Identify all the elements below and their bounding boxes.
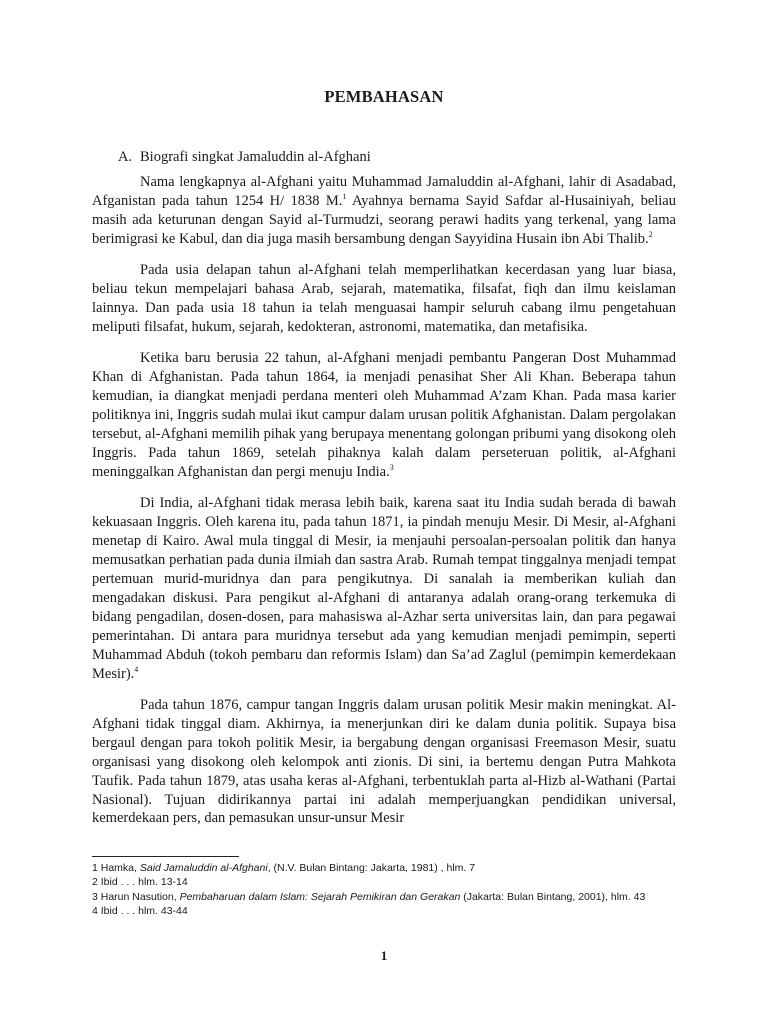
- footnote-text: (Jakarta: Bulan Bintang, 2001), hlm. 43: [460, 890, 646, 903]
- text-run: Nama lengkapnya al-Afghani yaitu Muhammad Jamaluddin al-Afghani, lahir di Asadabad, Afganistan pada tahun 1254 H/ 1838 M.: [92, 174, 676, 209]
- section-letter: A.: [118, 149, 133, 165]
- footnote: [92, 904, 676, 918]
- text-run: Di India, al-Afghani tidak merasa lebih baik, karena saat itu India sudah berada di bawah kekuasaan Inggris. Oleh karena itu, pada tahun 1871, ia pindah menuju Mesir. Di Mesir, al-Afghani menetap di Kairo. Awal mula tinggal di Mesir, ia menjauhi persoalan-persoalan politik dan hanya memusatkan perhatian pada dunia ilmiah dan sastra Arab. Rumah tempat tinggalnya menjadi tempat pertemuan murid-muridnya dan para pengikutnya. Di sanalah ia memberikan kuliah dan mengadakan diskusi. Para pengikut al-Afghani di antaranya adalah orang-orang terkemuka di bidang pengadilan, dosen-dosen, para mahasiswa al-Azhar serta universitas lain, dan para pegawai pemerintahan. Di antara para muridnya tersebut ada yang kemudian menjadi pemimpin, seperti Muhammad Abduh (tokoh pembaru dan reformis Islam) dan Sa’ad Zaglul (pemimpin kemerdekaan Mesir).: [92, 495, 676, 682]
- footnote-ref: 1: [342, 192, 347, 202]
- body-text: [92, 173, 676, 841]
- paragraph: [92, 261, 676, 337]
- footnote-ref: 3: [389, 463, 394, 473]
- footnotes: [92, 861, 676, 918]
- footnote-text: 4 Ibid . . . hlm. 43-44: [92, 904, 188, 917]
- footnote-separator: [92, 856, 239, 857]
- text-run: Pada usia delapan tahun al-Afghani telah memperlihatkan kecerdasan yang luar biasa, beliau tekun mempelajari bahasa Arab, sejarah, matematika, filsafat, fiqh dan ilmu keislaman lainnya. Dan pada usia 18 tahun ia telah menguasai hampir seluruh cabang ilmu pengetahuan meliputi filsafat, hukum, sejarah, kedokteran, astronomi, matematika, dan metafisika.: [92, 262, 676, 335]
- footnote-text: 3 Harun Nasution,: [92, 890, 180, 903]
- footnote-title: Said Jamaluddin al-Afghani: [139, 862, 268, 874]
- paragraph: [92, 696, 676, 828]
- footnote-title: Pembaharuan dalam Islam: Sejarah Pemikiran dan Gerakan: [179, 890, 461, 903]
- page-number: 1: [380, 948, 388, 963]
- footnote-ref: 4: [134, 664, 139, 674]
- text-run: Ayahnya bernama Sayid Safdar al-Husainiyah, beliau masih ada keturunan dengan Sayid al-Turmudzi, seorang perawi hadits yang terkenal, yang lama berimigrasi ke Kabul, dan dia juga masih bersambung dengan Sayyidina Husain ibn Abi Thalib.: [92, 192, 676, 247]
- footnote: [92, 861, 676, 875]
- paragraph: [92, 494, 676, 683]
- footnote: [92, 875, 676, 889]
- footnote-text: 1 Hamka,: [92, 862, 140, 874]
- section-heading-text: Biografi singkat Jamaluddin al-Afghani: [140, 149, 371, 165]
- text-run: Ketika baru berusia 22 tahun, al-Afghani menjadi pembantu Pangeran Dost Muhammad Khan di Afghanistan. Pada tahun 1864, ia menjadi penasihat Sher Ali Khan. Beberapa tahun kemudian, ia diangkat menjadi perdana menteri oleh Muhammad A’zam Khan. Pada masa karier politiknya ini, Inggris sudah mulai ikut campur dalam urusan politik Afghanistan. Dalam pergolakan tersebut, al-Afghani memilih pihak yang berupaya menentang golongan pribumi yang disokong oleh Inggris. Pada tahun 1869, setelah pihaknya kalah dalam perseteruan politik, al-Afghani meninggalkan Afghanistan dan pergi menuju India.: [92, 350, 676, 480]
- page-title: PEMBAHASAN: [324, 87, 444, 106]
- footnote-text: 2 Ibid . . . hlm. 13-14: [92, 876, 188, 889]
- paragraph: [92, 173, 676, 249]
- paragraph: [92, 349, 676, 481]
- footnote-ref: 2: [648, 229, 653, 239]
- footnote-text: , (N.V. Bulan Bintang: Jakarta, 1981) , hlm. 7: [267, 862, 476, 874]
- footnote: [92, 890, 676, 904]
- text-run: Pada tahun 1876, campur tangan Inggris dalam urusan politik Mesir makin meningkat. Al-Afghani tidak tinggal diam. Akhirnya, ia menerjunkan diri ke dalam dunia politik. Supaya bisa bergaul dengan para tokoh politik Mesir, ia bergabung dengan organisasi Freemason Mesir, suatu organisasi yang disokong oleh kelompok anti zionis. Di sini, ia bertemu dengan Putra Mahkota Taufik. Pada tahun 1879, atas usaha keras al-Afghani, terbentuklah parta al-Hizb al-Wathani (Partai Nasional). Tujuan didirikannya partai ini adalah memperjuangkan pendidikan universal, kemerdekaan pers, dan pemasukan unsur-unsur Mesir: [92, 697, 676, 827]
- section-heading: [118, 148, 371, 166]
